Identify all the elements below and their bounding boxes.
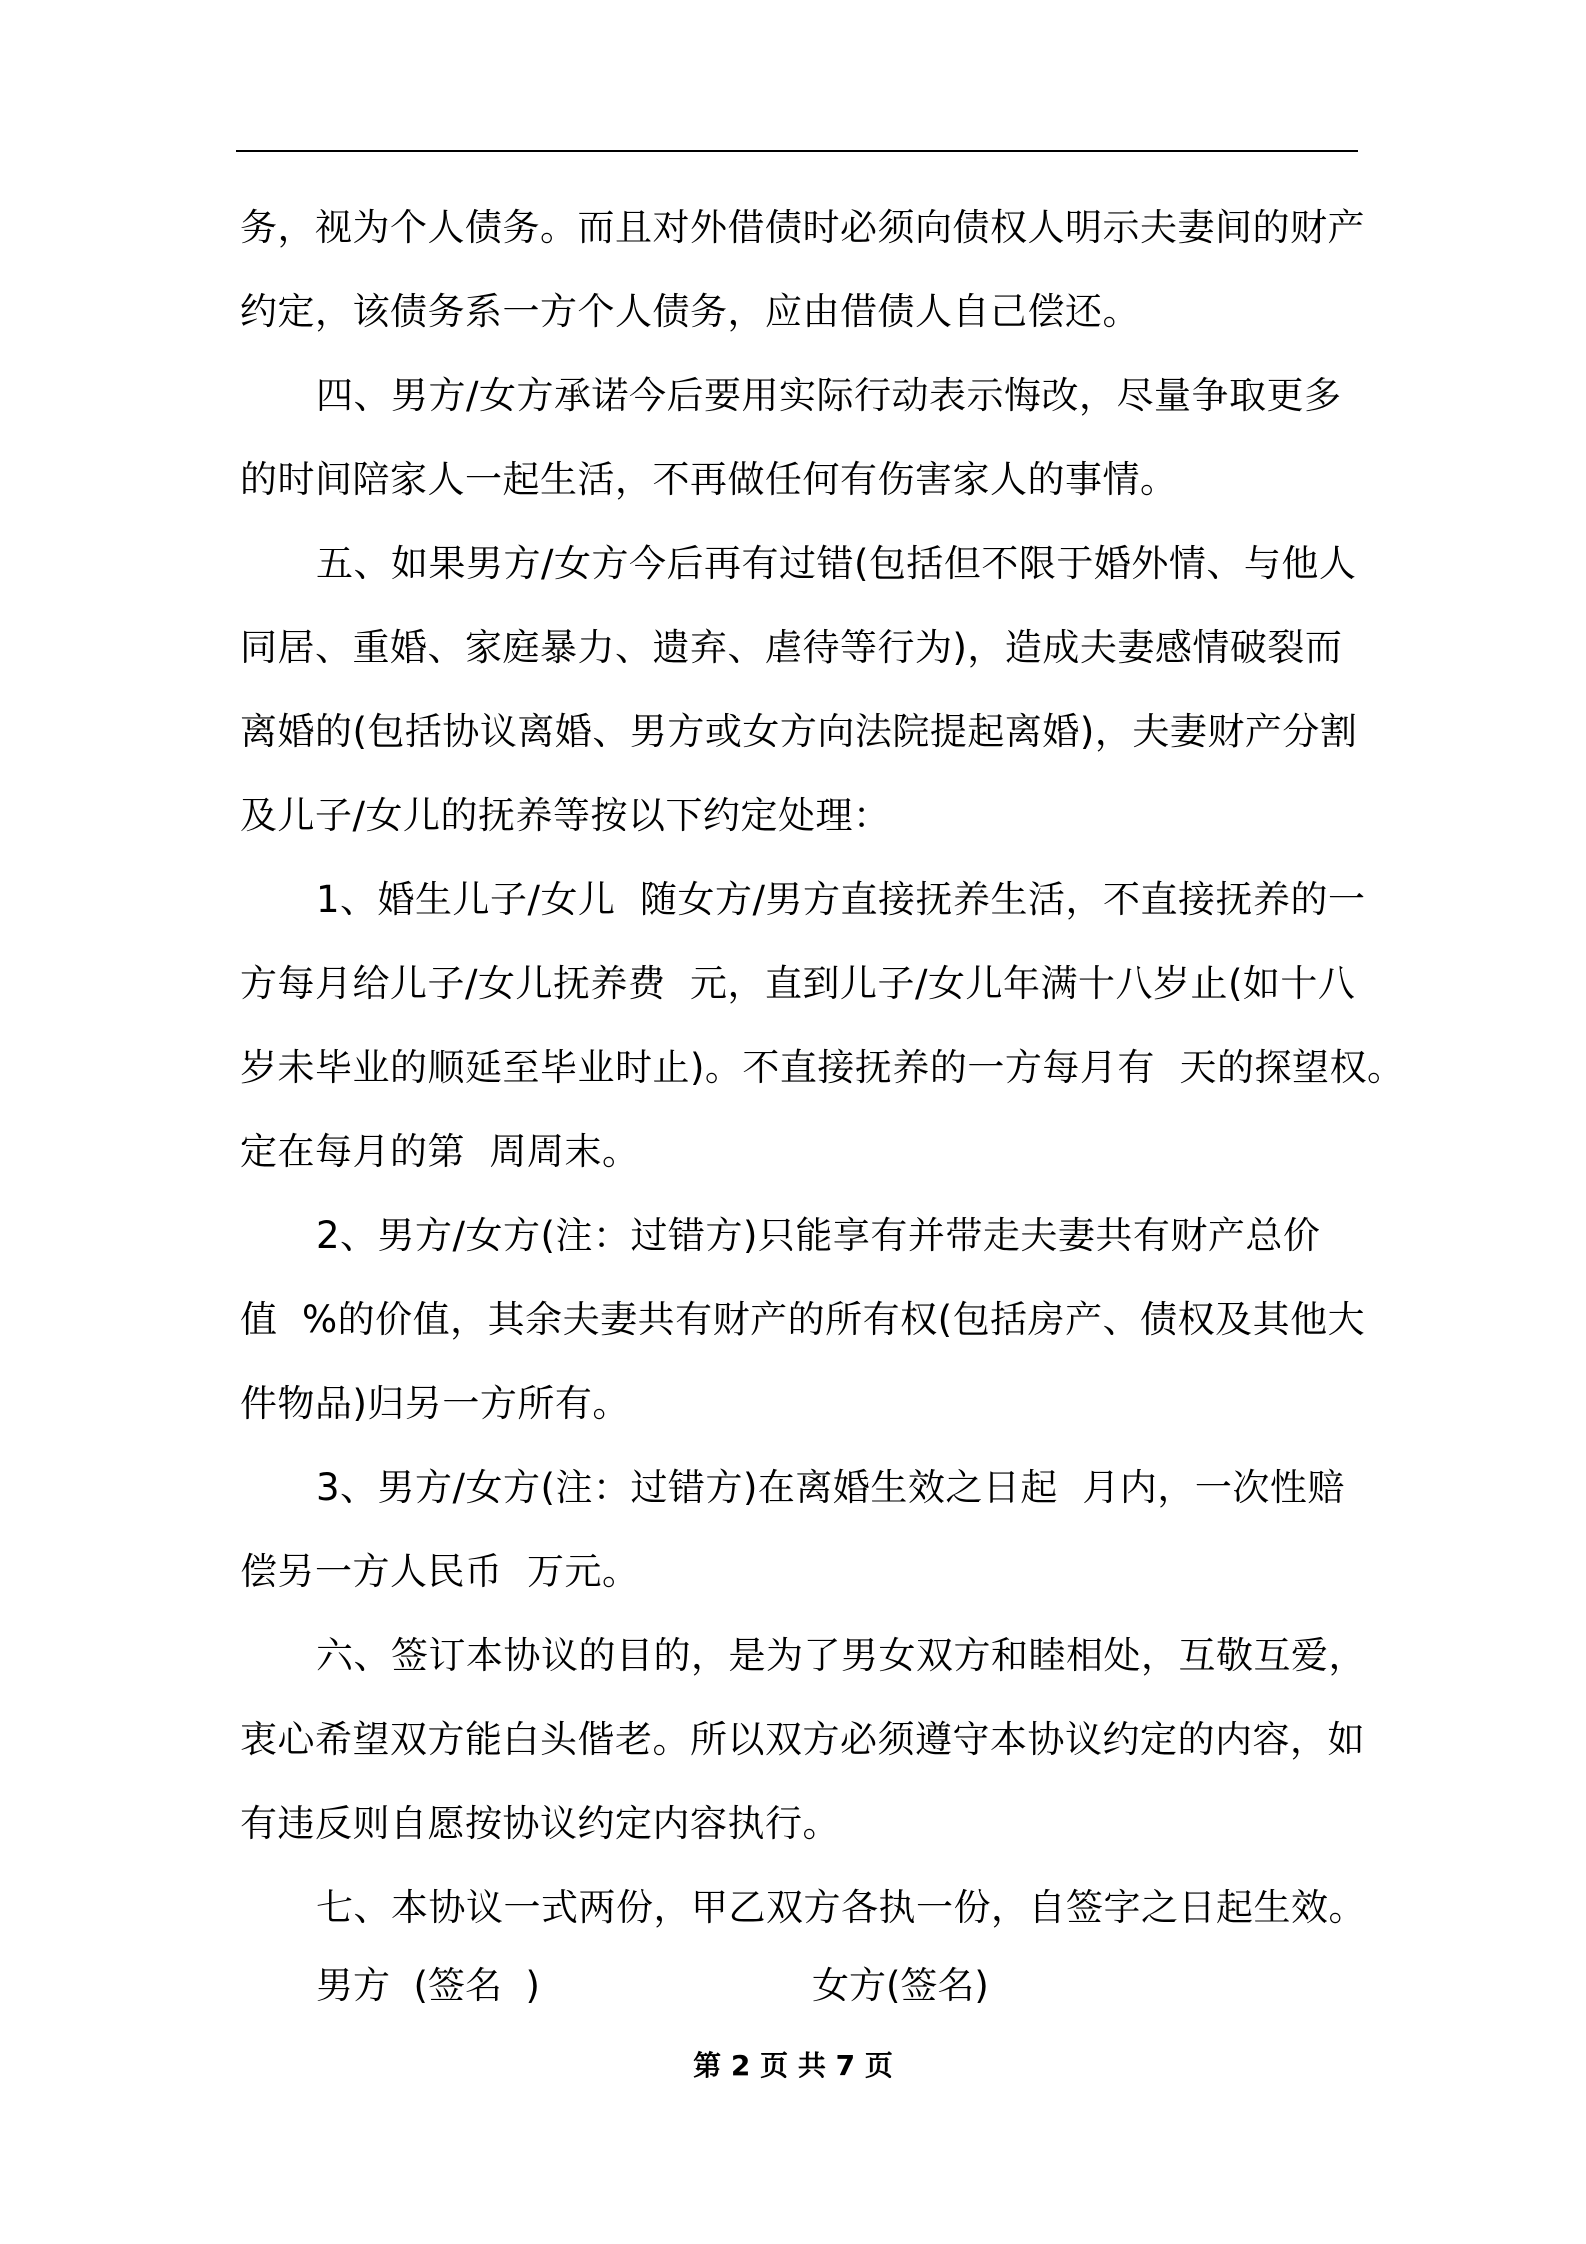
paragraph-start: 七、本协议一式两份，甲乙双方各执一份，自签字之日起生效。 xyxy=(316,1886,1366,1929)
text-line: 件物品)归另一方所有。 xyxy=(240,1382,630,1425)
female-signature-label: 女方(签名) xyxy=(812,1964,989,2007)
paragraph-start: 四、男方/女方承诺今后要用实际行动表示悔改，尽量争取更多 xyxy=(316,374,1342,417)
text-line: 离婚的(包括协议离婚、男方或女方向法院提起离婚)，夫妻财产分割 xyxy=(240,710,1358,753)
text-line: 及儿子/女儿的抚养等按以下约定处理： xyxy=(240,794,891,837)
text-line: 偿另一方人民币 万元。 xyxy=(240,1550,640,1593)
male-signature-label: 男方 (签名 ) xyxy=(316,1964,540,2007)
paragraph-start: 2、男方/女方(注：过错方)只能享有并带走夫妻共有财产总价 xyxy=(316,1214,1321,1257)
text-line: 衷心希望双方能白头偕老。所以双方必须遵守本协议约定的内容，如 xyxy=(240,1718,1365,1761)
text-line: 务，视为个人债务。而且对外借债时必须向债权人明示夫妻间的财产 xyxy=(240,206,1365,249)
text-line: 同居、重婚、家庭暴力、遗弃、虐待等行为)，造成夫妻感情破裂而 xyxy=(240,626,1343,669)
text-line: 定在每月的第 周周末。 xyxy=(240,1130,640,1173)
text-line: 值 %的价值，其余夫妻共有财产的所有权(包括房产、债权及其他大 xyxy=(240,1298,1366,1341)
header-rule xyxy=(236,150,1358,152)
paragraph-start: 六、签订本协议的目的，是为了男女双方和睦相处，互敬互爱， xyxy=(316,1634,1366,1677)
text-line: 方每月给儿子/女儿抚养费 元，直到儿子/女儿年满十八岁止(如十八 xyxy=(240,962,1356,1005)
text-line: 有违反则自愿按协议约定内容执行。 xyxy=(240,1802,840,1845)
text-line: 约定，该债务系一方个人债务，应由借债人自己偿还。 xyxy=(240,290,1140,333)
text-line: 的时间陪家人一起生活，不再做任何有伤害家人的事情。 xyxy=(240,458,1178,501)
paragraph-start: 1、婚生儿子/女儿 随女方/男方直接抚养生活，不直接抚养的一 xyxy=(316,878,1366,921)
page-number-footer: 第 2 页 共 7 页 xyxy=(693,2049,893,2082)
text-line: 岁未毕业的顺延至毕业时止)。不直接抚养的一方每月有 天的探望权。 xyxy=(240,1046,1405,1089)
paragraph-start: 3、男方/女方(注：过错方)在离婚生效之日起 月内，一次性赔 xyxy=(316,1466,1345,1509)
paragraph-start: 五、如果男方/女方今后再有过错(包括但不限于婚外情、与他人 xyxy=(316,542,1357,585)
